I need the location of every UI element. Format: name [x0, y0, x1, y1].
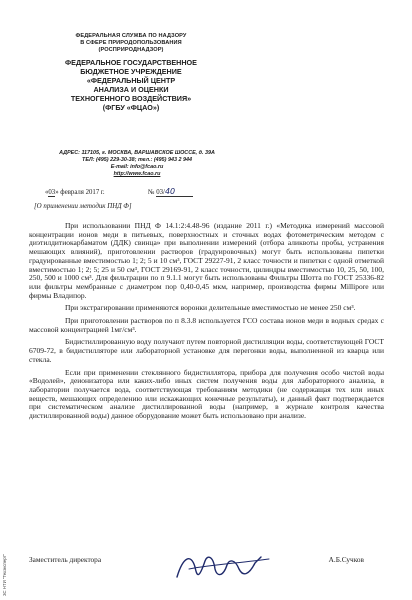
address-block: [42, 150, 232, 178]
document-number-printed: 03/: [156, 189, 165, 196]
date-month-year: » февраля 2017 г.: [55, 189, 105, 196]
letter-subject: [О применении методик ПНД Ф]: [34, 203, 132, 210]
org-name-line-5: ТЕХНОГЕННОГО ВОЗДЕЙСТВИЯ»: [70, 93, 192, 103]
letterhead: [46, 33, 216, 112]
org-name-line-3: «ФЕДЕРАЛЬНЫЙ ЦЕНТР: [86, 75, 176, 85]
phone-line: ТЕЛ: (495) 229-30-38; тел.: (495) 943 2 944: [82, 157, 192, 163]
org-name-line-4: АНАЛИЗА И ОЦЕНКИ: [93, 84, 169, 94]
org-name-line-2: БЮДЖЕТНОЕ УЧРЕЖДЕНИЕ: [80, 66, 182, 76]
letter-body: [29, 222, 384, 425]
side-stamp: [2, 554, 12, 596]
email-line: E-mail: info@fcao.ru: [110, 164, 164, 170]
signatory-role: Заместитель директора: [29, 555, 102, 564]
body-paragraph: Если при применении стеклянного бидистиллятора, прибора для получения особо чистой воды «Водолей», деионизатора или каких-либо иных систем получения воды для лабораторного анализа, в лаборатории получается вода, соответствующая требованиям методики (не содержащая тех или иных веществ, мешающих определению или искажающих конечные результаты), и данный факт подтверждается при систематическом анализе дистиллированной воды (например, в журнале контроля качества дистиллированной воды) данное оборудование может быть использовано при анализе.: [29, 367, 384, 421]
body-paragraph: При приготовлении растворов по п 8.3.8 используется ГСО состава ионов меди в водных средах с массовой концентрацией 1мг/см³.: [29, 316, 384, 334]
body-paragraph: Бидистиллированную воду получают путем повторной дистилляции воды, соответствующей ГОСТ 6709-72, в бидистилляторе или лабораторной установке для перегонки воды, выполненной из кварца или стекла.: [29, 337, 384, 364]
handwritten-signature: [169, 547, 279, 587]
date-day: 03: [48, 189, 56, 196]
signatory-name: А.Б.Сучков: [328, 555, 364, 564]
website-link[interactable]: http://www.fcao.ru: [113, 171, 161, 177]
agency-line-3: (РОСПРИРОДНАДЗОР): [98, 47, 164, 54]
agency-line-2: В СФЕРЕ ПРИРОДОПОЛЬЗОВАНИЯ: [80, 40, 182, 47]
document-number: [156, 187, 193, 197]
org-short-name: (ФГБУ «ФЦАО»): [102, 102, 160, 112]
address-line: АДРЕС: 117105, г. МОСКВА, ВАРШАВСКОЕ ШОССЕ, д. 39А: [59, 150, 215, 156]
org-name-line-1: ФЕДЕРАЛЬНОЕ ГОСУДАРСТВЕННОЕ: [65, 57, 197, 67]
date-open-quote: «: [45, 189, 49, 196]
body-paragraph: При экстрагировании применяются воронки делительные вместимостью не менее 250 см³.: [65, 303, 356, 313]
date-number-line: [45, 187, 193, 197]
signature-block: [29, 553, 384, 593]
number-label: №: [148, 189, 155, 196]
agency-line-1: ФЕДЕРАЛЬНАЯ СЛУЖБА ПО НАДЗОРУ: [75, 33, 187, 39]
document-number-handwritten: 40: [164, 187, 176, 196]
side-stamp-text: ЗС НТИ "Техэксперт": [2, 554, 7, 596]
body-paragraph: При использовании ПНД Ф 14.1:2:4.48-96 (издание 2011 г.) «Методика измерений массовой концентрации ионов меди в питьевых, поверхностных и сточных водах фотометрическим методом с диэтилдитиокарбаматом (ДДК) свинца» при выполнении измерений (отбора аликвоты пробы, устранения мешающих влияний), приготовлении растворов (градуировочных) могут быть использованы пипетки градуированные вместимостью 1; 2; 5 и 10 см³, ГОСТ 29227-91, 2 класс точности и пипетки с одной отметкой вместимостью 1; 2; 5; 25 и 50 см³, ГОСТ 29169-91, 2 класс точности, цилиндры вместимостью 10, 25, 50, 100, 250, 500 и 1000 см³. Для фильтрации по п 9.1.1 могут быть использованы Фильтры Шотта по ГОСТ 25336-82 или фильтры мембранные с диаметром пор 0,40-0,45 мкм, например, производства фирмы Millipore или фирмы Владипор.: [29, 221, 384, 300]
